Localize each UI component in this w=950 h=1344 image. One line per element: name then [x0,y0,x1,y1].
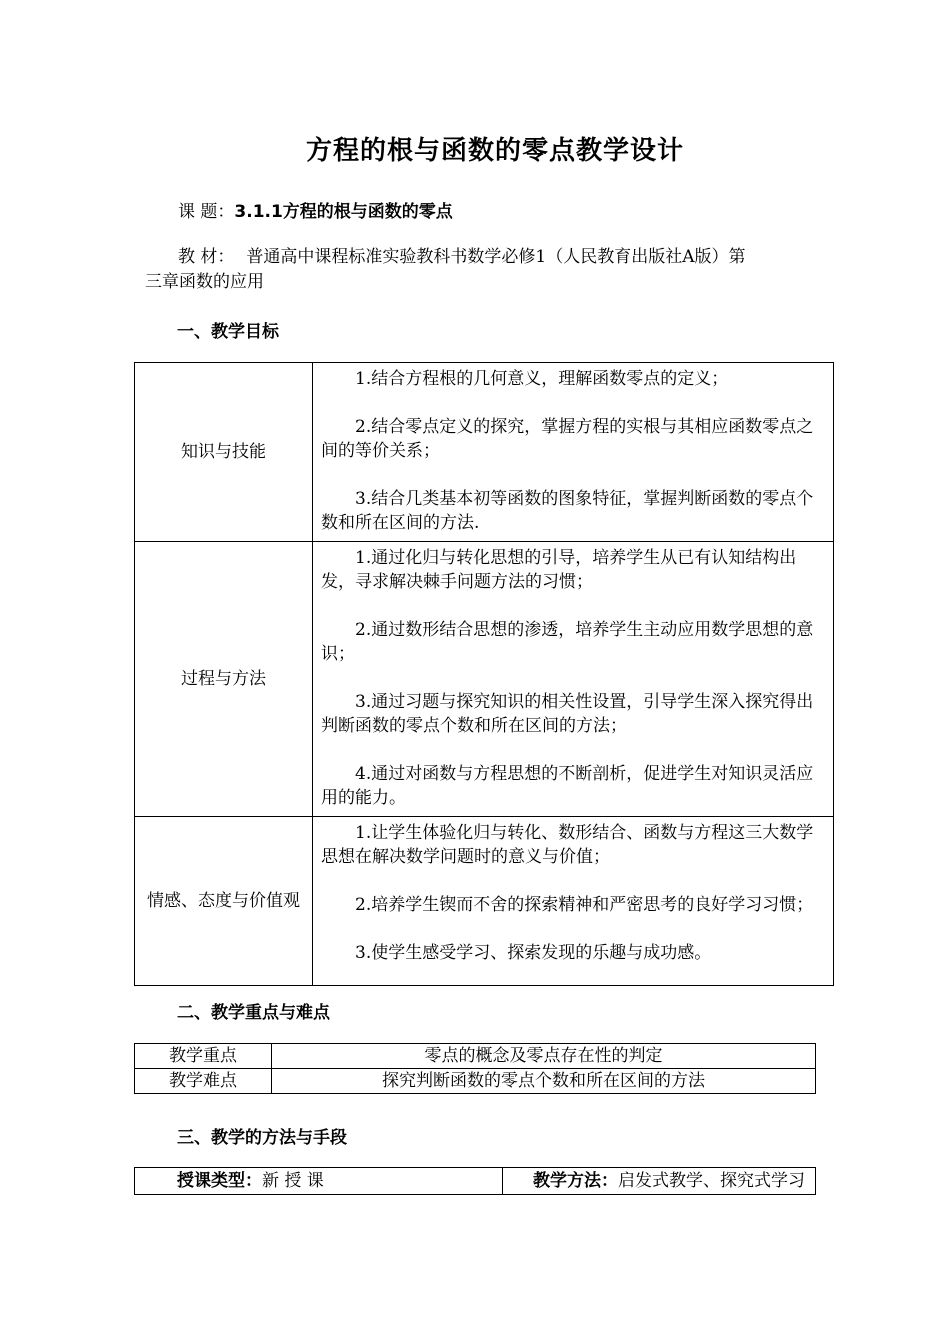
methods-table [134,1167,816,1195]
objective-category: 过程与方法 [135,542,313,817]
keypoint-value: 零点的概念及零点存在性的判定 [272,1044,816,1069]
objective-item: 1.通过化归与转化思想的引导，培养学生从已有认知结构出发，寻求解决棘手问题方法的习惯； [321,548,797,592]
objective-item: 1.结合方程根的几何意义，理解函数零点的定义； [355,369,729,389]
table-row [135,1168,816,1195]
objective-item: 2.培养学生锲而不舍的探索精神和严密思考的良好学习习惯； [355,895,814,915]
topic-value: 3.1.1方程的根与函数的零点 [234,202,453,222]
objective-content [313,817,834,986]
objective-item: 3.使学生感受学习、探索发现的乐趣与成功感。 [355,943,712,963]
material-text-1: 普通高中课程标准实验教科书数学必修1（人民教育出版社A版）第 [246,247,746,267]
table-row [135,1044,816,1069]
section-heading-objectives: 一、教学目标 [177,322,279,342]
keypoint-label: 教学重点 [135,1044,272,1069]
table-row [135,817,834,986]
lesson-type-value: 新 授 课 [262,1171,324,1191]
objective-item: 2.结合零点定义的探究，掌握方程的实根与其相应函数零点之间的等价关系； [321,417,814,461]
objective-category: 情感、态度与价值观 [135,817,313,986]
page-title: 方程的根与函数的零点教学设计 [305,136,684,166]
objective-content [313,542,834,817]
keypoints-table [134,1043,816,1094]
teaching-method-cell [503,1168,816,1195]
objective-content [313,363,834,542]
section-heading-keypoints: 二、教学重点与难点 [177,1003,330,1023]
teaching-method-value: 启发式教学、探究式学习 [618,1171,805,1191]
objectives-table [134,362,834,986]
objective-item: 2.通过数形结合思想的渗透，培养学生主动应用数学思想的意识； [321,620,814,664]
topic-line [178,200,858,224]
material-line-2: 三章函数的应用 [145,272,264,292]
keypoint-label: 教学难点 [135,1069,272,1094]
material-label: 教 材： [178,247,235,267]
objective-item: 3.通过习题与探究知识的相关性设置，引导学生深入探究得出判断函数的零点个数和所在区间的方法； [321,692,814,736]
lesson-type-cell [135,1168,503,1195]
teaching-method-label: 教学方法： [533,1171,618,1191]
table-row [135,363,834,542]
material-line-1 [178,245,838,269]
objective-category: 知识与技能 [135,363,313,542]
objective-item: 1.让学生体验化归与转化、数形结合、函数与方程这三大数学思想在解决数学问题时的意义与价值； [321,823,814,867]
topic-label: 课 题： [178,202,235,222]
section-heading-methods: 三、教学的方法与手段 [177,1128,347,1148]
objective-item: 4.通过对函数与方程思想的不断剖析，促进学生对知识灵活应用的能力。 [321,764,814,808]
table-row [135,1069,816,1094]
objective-item: 3.结合几类基本初等函数的图象特征，掌握判断函数的零点个数和所在区间的方法. [321,489,814,533]
keypoint-value: 探究判断函数的零点个数和所在区间的方法 [272,1069,816,1094]
table-row [135,542,834,817]
lesson-type-label: 授课类型： [177,1171,262,1191]
